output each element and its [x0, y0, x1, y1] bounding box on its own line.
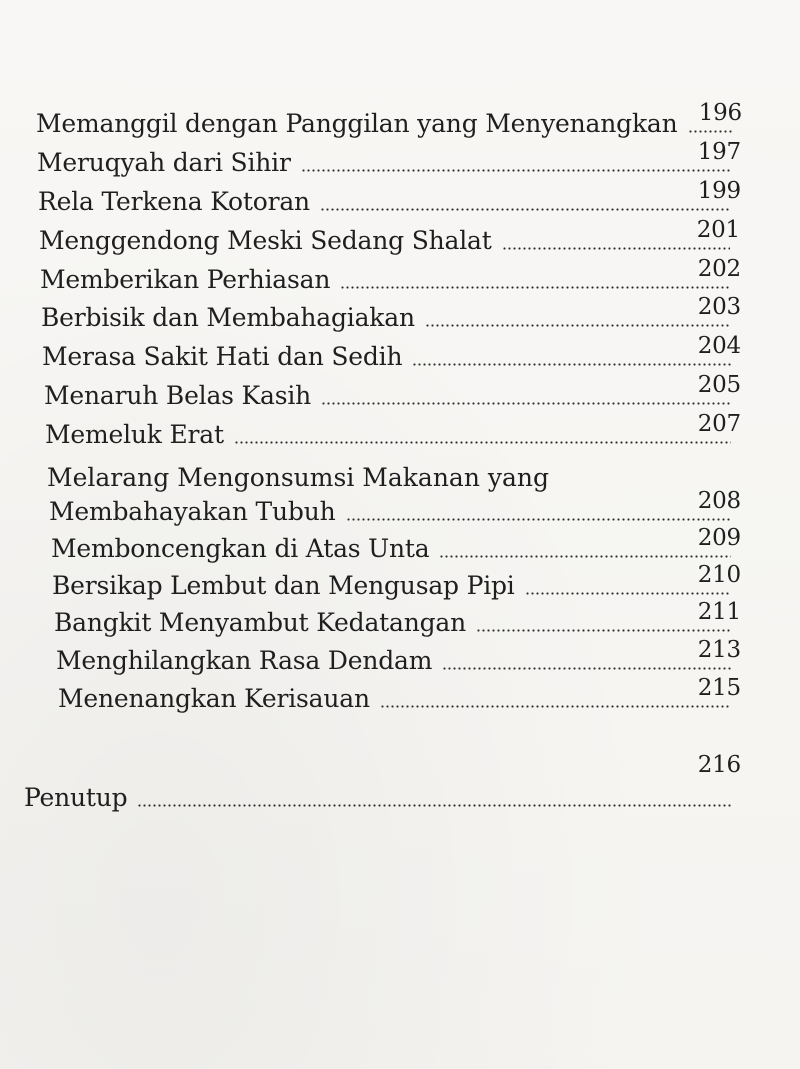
- toc-entry-page: 197: [697, 139, 741, 165]
- toc-entry-page: 211: [697, 599, 741, 625]
- toc-entry-page: 207: [697, 411, 741, 437]
- toc-closing-entry: [24, 752, 741, 814]
- toc-leader-dots: [234, 441, 731, 444]
- toc-leader-dots: [346, 518, 731, 521]
- toc-leader-dots: [301, 169, 731, 172]
- toc-entry-title: Memboncengkan di Atas Unta: [51, 534, 430, 563]
- toc-entry: [49, 488, 741, 528]
- toc-entry-page: 213: [697, 637, 741, 663]
- toc-entry: [51, 525, 741, 565]
- toc-entry-page: 196: [698, 100, 742, 126]
- toc-leader-dots: [321, 402, 731, 405]
- toc-entry-title: Bersikap Lembut dan Mengusap Pipi: [52, 571, 515, 600]
- toc-leader-dots: [502, 247, 730, 250]
- toc-entry-title: Memeluk Erat: [45, 420, 224, 449]
- toc-leader-dots: [525, 592, 731, 595]
- toc-entry: [41, 294, 741, 334]
- toc-leader-dots: [320, 208, 731, 211]
- toc-leader-dots: [439, 555, 731, 558]
- toc-entry: [40, 256, 741, 296]
- toc-entry-page: 199: [697, 178, 741, 204]
- toc-entry-title-line-1: Melarang Mengonsumsi Makanan yang: [47, 463, 550, 492]
- toc-entry-page: 210: [697, 562, 741, 588]
- toc-closing-page: 216: [697, 752, 741, 778]
- toc-entry-title: Memanggil dengan Panggilan yang Menyenangkan: [36, 109, 678, 138]
- toc-entry-title: Merasa Sakit Hati dan Sedih: [42, 342, 403, 371]
- toc-entry-page: 215: [697, 675, 741, 701]
- toc-entry-title: Meruqyah dari Sihir: [37, 148, 291, 177]
- toc-entry-page: 205: [697, 372, 741, 398]
- toc-entry-title: Membahayakan Tubuh: [49, 497, 336, 526]
- toc-entry: [56, 637, 741, 677]
- toc-entry-page: 208: [697, 488, 741, 514]
- toc-entry-title: Berbisik dan Membahagiakan: [41, 303, 415, 332]
- toc-entry: [58, 675, 741, 715]
- toc-entry-title: Menghilangkan Rasa Dendam: [56, 646, 433, 675]
- toc-entry-page: 209: [697, 525, 741, 551]
- toc-entry-title: Menggendong Meski Sedang Shalat: [39, 226, 492, 255]
- toc-leader-dots: [688, 130, 732, 133]
- toc-entry-title: Rela Terkena Kotoran: [38, 187, 310, 216]
- toc-entry-title: Bangkit Menyambut Kedatangan: [54, 608, 467, 637]
- toc-leader-dots: [380, 705, 731, 708]
- toc-entry: [37, 139, 741, 179]
- toc-entry-page: 201: [696, 217, 740, 243]
- toc-entry: [38, 178, 741, 218]
- toc-leader-dots: [137, 804, 731, 807]
- toc-entry-page: 202: [697, 256, 741, 282]
- toc-leader-dots: [476, 629, 731, 632]
- toc-entry: [42, 333, 741, 373]
- toc-entry-title: Menaruh Belas Kasih: [44, 381, 312, 410]
- toc-entry: [44, 372, 741, 412]
- toc-leader-dots: [442, 667, 731, 670]
- toc-leader-dots: [412, 363, 731, 366]
- toc-entry: [36, 100, 742, 140]
- toc-entry: [39, 217, 740, 257]
- toc-entry: [45, 411, 741, 451]
- toc-leader-dots: [340, 286, 731, 289]
- toc-entry: [54, 599, 741, 639]
- toc-entry-title: Memberikan Perhiasan: [40, 265, 331, 294]
- toc-entry-page: 203: [697, 294, 741, 320]
- toc-entry: [52, 562, 741, 602]
- toc-entry-title: Menenangkan Kerisauan: [58, 684, 370, 713]
- toc-leader-dots: [425, 324, 731, 327]
- toc-closing-title: Penutup: [24, 783, 128, 812]
- toc-entry-page: 204: [697, 333, 741, 359]
